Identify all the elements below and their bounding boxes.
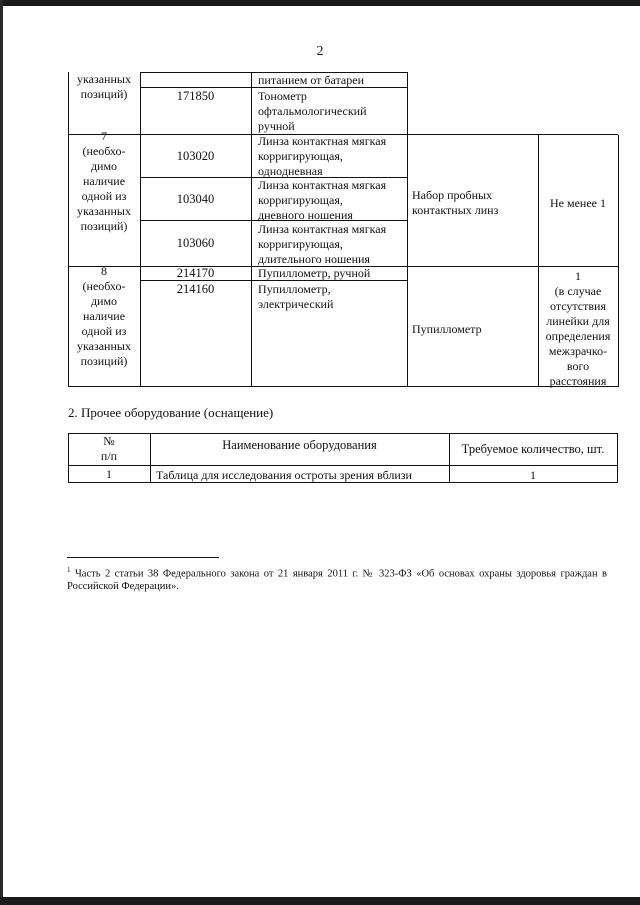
group8-quantity: 1 (в случае отсутствия линейки для определения межзрачко- вого расстояния [545,269,611,388]
item-name: Линза контактная мягкая корригирующая, длительного ношения [258,222,387,266]
item-name: Линза контактная мягкая корригирующая, дневного ношения [258,178,387,222]
item-code: 214160 [176,282,215,296]
table-divider-code [251,72,252,387]
item-code: 171850 [176,89,215,103]
scan-edge-left [0,0,3,905]
group7-number: 7 (необхо- димо наличие одной из указанных позиций) [77,129,131,233]
item-code: 103040 [176,192,215,206]
group7-equipment: Набор пробных контактных линз [412,188,499,217]
table-divider-num [140,72,141,387]
table-divider-name [407,72,408,387]
header-num: № п/п [100,434,118,463]
row-num: 1 [106,467,112,481]
group-prev-number: указанных позиций) [77,72,131,101]
footnote [67,564,607,593]
item-code: 214170 [176,266,215,280]
item-code: 103020 [176,149,215,163]
item-code: 103060 [176,236,215,250]
footnote-rule [67,557,219,558]
header-qty: Требуемое количество, шт. [461,442,605,456]
page-number: 2 [316,44,324,59]
table-border-bottom [68,386,618,387]
group7-quantity: Не менее 1 [550,196,606,210]
table-border-right [617,433,618,483]
table-border-right [618,135,619,387]
item-name: Тонометр офтальмологический ручной [258,89,367,133]
item-name: питанием от батареи [258,73,364,87]
scan-edge-bottom [0,897,640,905]
item-name: Пупиллометр, ручной [258,266,371,280]
section-heading: 2. Прочее оборудование (оснащение) [68,405,274,420]
item-name: Пупиллометр, электрический [258,282,334,311]
table-row [258,73,406,88]
group8-equipment: Пупиллометр [412,322,482,336]
item-name: Линза контактная мягкая корригирующая, однодневная [258,134,387,178]
scan-edge-top [0,0,640,6]
group8-number: 8 (необхо- димо наличие одной из указанных позиций) [77,264,131,368]
footnote-text: Часть 2 статьи 38 Федерального закона от 21 января 2011 г. № 323-ФЗ «Об основах охраны здоровья граждан в Российской Федерации». [67,568,607,592]
header-name: Наименование оборудования [222,438,377,452]
row-qty: 1 [530,468,536,482]
footnote-marker: 1 [67,566,71,574]
row-name: Таблица для исследования остроты зрения вблизи [156,468,412,482]
